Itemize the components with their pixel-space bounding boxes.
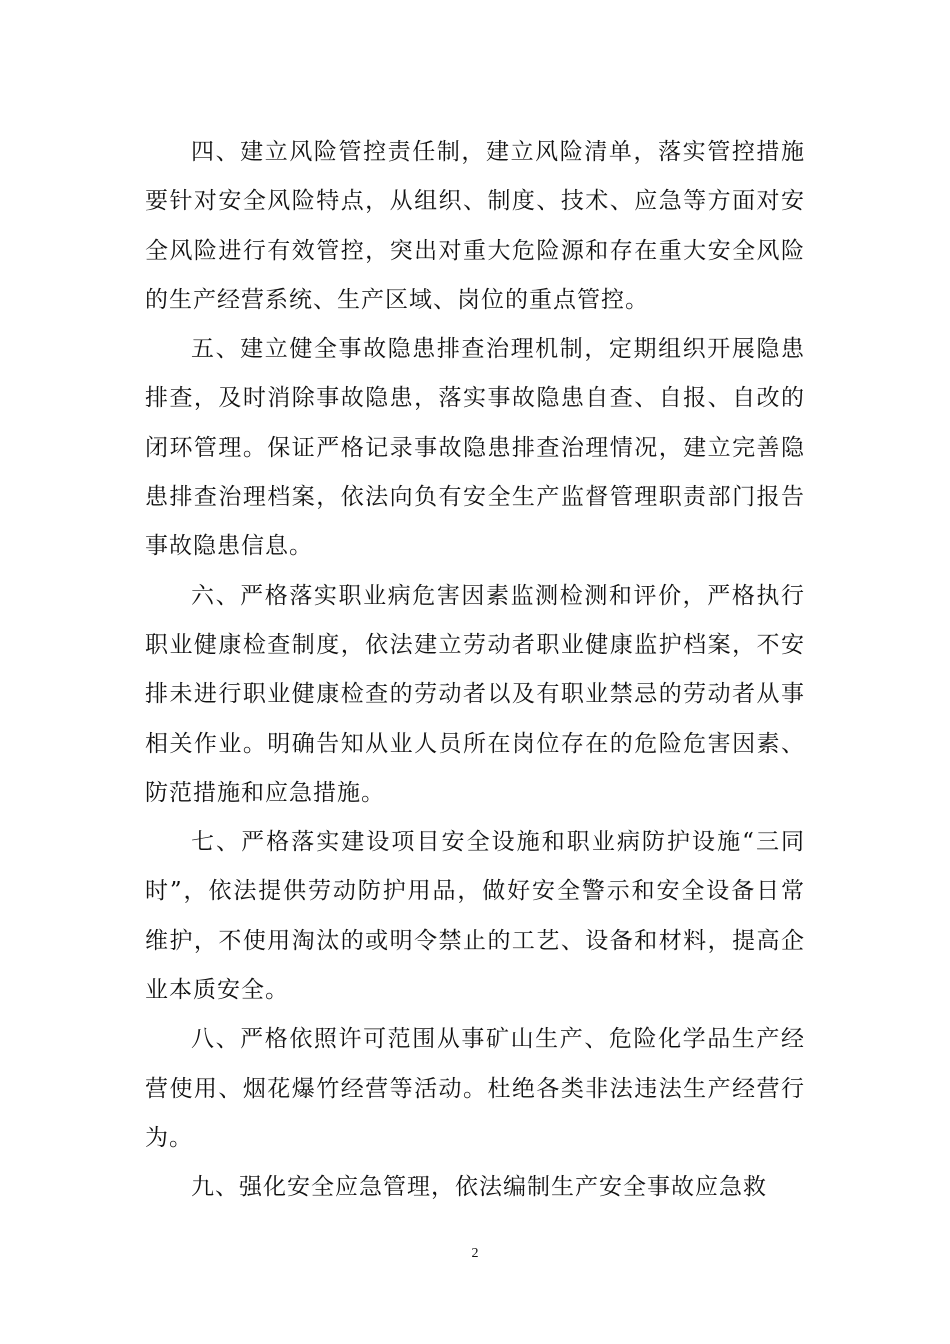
document-body	[145, 128, 805, 1213]
paragraph-4-risk-control: 四、建立风险管控责任制，建立风险清单，落实管控措施要针对安全风险特点，从组织、制度、技术、应急等方面对安全风险进行有效管控，突出对重大危险源和存在重大安全风险的生产经营系统、生产区域、岗位的重点管控。	[145, 139, 805, 313]
paragraph-9-emergency-management: 九、强化安全应急管理，依法编制生产安全事故应急救	[191, 1174, 767, 1201]
paragraph-5-hazard-inspection: 五、建立健全事故隐患排查治理机制，定期组织开展隐患排查，及时消除事故隐患，落实事故隐患自查、自报、自改的闭环管理。保证严格记录事故隐患排查治理情况，建立完善隐患排查治理档案，依法向负有安全生产监督管理职责部门报告事故隐患信息。	[145, 336, 805, 560]
paragraph-6-occupational-health: 六、严格落实职业病危害因素监测检测和评价，严格执行职业健康检查制度，依法建立劳动者职业健康监护档案，不安排未进行职业健康检查的劳动者以及有职业禁忌的劳动者从事相关作业。明确告知从业人员所在岗位存在的危险危害因素、防范措施和应急措施。	[145, 582, 805, 806]
paragraph-7-three-simultaneities: 七、严格落实建设项目安全设施和职业病防护设施“三同时”，依法提供劳动防护用品，做好安全警示和安全设备日常维护，不使用淘汰的或明令禁止的工艺、设备和材料，提高企业本质安全。	[145, 829, 805, 1004]
page-number: 2	[471, 1246, 479, 1261]
paragraph-8-licensed-scope: 八、严格依照许可范围从事矿山生产、危险化学品生产经营使用、烟花爆竹经营等活动。杜绝各类非法违法生产经营行为。	[145, 1026, 805, 1151]
